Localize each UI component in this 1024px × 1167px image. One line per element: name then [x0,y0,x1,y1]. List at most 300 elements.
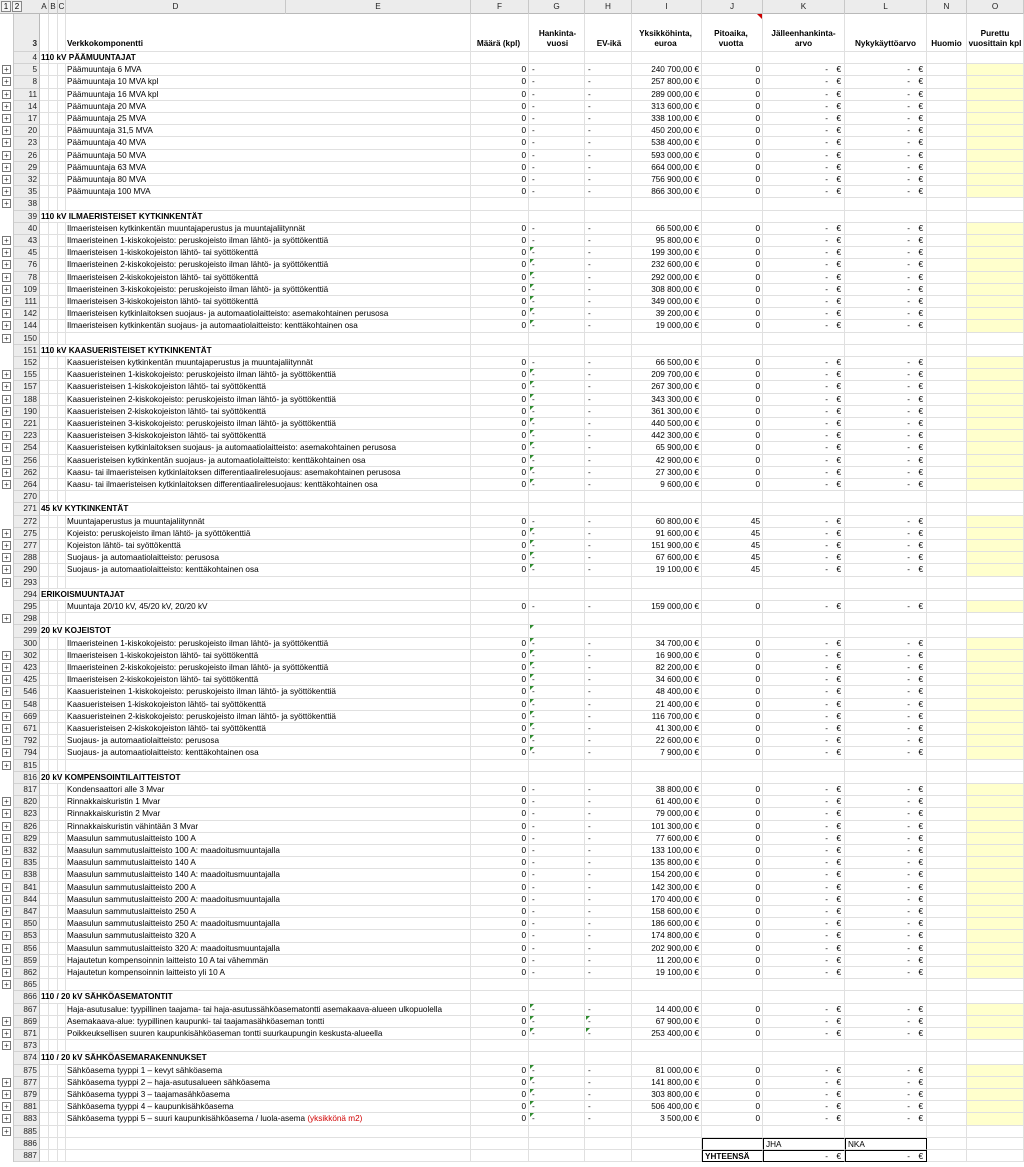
cell[interactable] [632,345,702,357]
cell[interactable] [967,979,1024,991]
acquisition-year-cell[interactable] [529,821,585,833]
cell[interactable] [58,381,66,393]
note-cell[interactable] [927,552,967,564]
cell[interactable] [967,1040,1024,1052]
cell[interactable] [286,369,471,381]
cell[interactable] [585,613,632,625]
expand-group-button[interactable]: + [2,114,11,123]
component-name-cell[interactable] [66,833,286,845]
cell[interactable] [66,1150,286,1162]
acquisition-year-cell[interactable] [529,955,585,967]
cell[interactable] [58,1077,66,1089]
service-life-cell[interactable]: 0 [702,64,763,76]
service-life-cell[interactable]: 0 [702,650,763,662]
cell[interactable] [927,345,967,357]
cell[interactable] [40,430,49,442]
service-life-cell[interactable]: 45 [702,552,763,564]
cell[interactable] [585,979,632,991]
note-cell[interactable] [927,1089,967,1101]
component-name-cell[interactable] [66,784,286,796]
row-number[interactable]: 887 [14,1150,40,1162]
cell[interactable] [40,869,49,881]
service-life-cell[interactable]: 0 [702,796,763,808]
cell[interactable] [585,991,632,1003]
cell[interactable] [585,1040,632,1052]
cell[interactable] [286,1028,471,1040]
removed-per-year-input[interactable] [967,296,1024,308]
replacement-value-cell[interactable] [763,430,845,442]
cell[interactable] [49,930,58,942]
cell[interactable] [529,491,585,503]
note-cell[interactable] [927,650,967,662]
unit-price-cell[interactable]: 253 400,00 € [632,1028,702,1040]
component-name-cell[interactable] [66,882,286,894]
cell[interactable] [471,991,529,1003]
replacement-value-cell[interactable] [763,686,845,698]
cell[interactable] [40,296,49,308]
cell[interactable] [40,308,49,320]
cell[interactable] [632,979,702,991]
quantity-cell[interactable]: 0 [471,320,529,332]
cell[interactable] [40,174,49,186]
component-name-cell[interactable] [66,869,286,881]
cell[interactable] [58,821,66,833]
row-number[interactable]: 264 [14,479,40,491]
note-cell[interactable] [927,686,967,698]
header-jalleenhankinta-arvo[interactable]: Jälleenhankinta-arvo [763,14,845,52]
cell[interactable] [702,1040,763,1052]
expand-group-button[interactable]: + [2,236,11,245]
removed-per-year-input[interactable] [967,150,1024,162]
service-life-cell[interactable]: 0 [702,247,763,259]
row-number[interactable]: 886 [14,1138,40,1150]
cell[interactable] [58,406,66,418]
unit-price-cell[interactable]: 240 700,00 € [632,64,702,76]
cell[interactable] [471,1052,529,1064]
quantity-cell[interactable]: 0 [471,308,529,320]
acquisition-year-cell[interactable] [529,369,585,381]
service-life-cell[interactable]: 0 [702,76,763,88]
component-name-cell[interactable] [66,1113,363,1125]
note-cell[interactable] [927,247,967,259]
cell[interactable] [49,1126,58,1138]
cell[interactable] [40,723,49,735]
unit-price-cell[interactable]: 21 400,00 € [632,699,702,711]
service-life-cell[interactable]: 0 [702,833,763,845]
cell[interactable] [632,1126,702,1138]
unit-price-cell[interactable]: 866 300,00 € [632,186,702,198]
unit-price-cell[interactable]: 11 200,00 € [632,955,702,967]
cell[interactable] [286,52,471,64]
service-life-cell[interactable]: 0 [702,674,763,686]
cell[interactable] [286,1040,471,1052]
replacement-value-cell[interactable] [763,125,845,137]
acquisition-year-cell[interactable] [529,711,585,723]
removed-per-year-input[interactable] [967,455,1024,467]
cell[interactable] [49,808,58,820]
component-name-cell[interactable] [66,540,286,552]
quantity-cell[interactable]: 0 [471,784,529,796]
cell[interactable] [40,491,49,503]
cell[interactable] [702,1126,763,1138]
cell[interactable] [845,52,927,64]
cell[interactable] [967,577,1024,589]
quantity-cell[interactable]: 0 [471,699,529,711]
cell[interactable] [49,638,58,650]
replacement-value-cell[interactable] [763,394,845,406]
unit-price-cell[interactable]: 232 600,00 € [632,259,702,271]
expand-group-button[interactable]: + [2,565,11,574]
row-number[interactable]: 43 [14,235,40,247]
note-cell[interactable] [927,540,967,552]
component-name-cell[interactable] [66,101,286,113]
removed-per-year-input[interactable] [967,1028,1024,1040]
cell[interactable] [58,552,66,564]
cell[interactable] [286,674,471,686]
removed-per-year-input[interactable] [967,796,1024,808]
cell[interactable] [40,930,49,942]
expand-group-button[interactable]: + [2,90,11,99]
note-cell[interactable] [927,406,967,418]
cell[interactable] [40,394,49,406]
component-name-cell[interactable] [66,418,336,430]
cell[interactable] [58,1126,66,1138]
replacement-value-cell[interactable] [763,296,845,308]
row-number[interactable]: 157 [14,381,40,393]
current-value-cell[interactable] [845,833,927,845]
cell[interactable] [49,967,58,979]
current-value-cell[interactable] [845,906,927,918]
cell[interactable] [40,906,49,918]
cell[interactable] [49,894,58,906]
component-name-cell[interactable] [66,284,329,296]
current-value-cell[interactable] [845,369,927,381]
cell[interactable] [529,577,585,589]
cell[interactable] [58,430,66,442]
replacement-value-cell[interactable] [763,735,845,747]
expand-group-button[interactable]: + [2,1041,11,1050]
cell[interactable] [40,552,49,564]
row-number[interactable]: 78 [14,272,40,284]
cell[interactable] [702,991,763,1003]
cell[interactable] [49,845,58,857]
removed-per-year-input[interactable] [967,418,1024,430]
acquisition-year-cell[interactable] [529,894,585,906]
note-cell[interactable] [927,1004,967,1016]
expand-group-button[interactable]: + [2,712,11,721]
current-value-cell[interactable] [845,357,927,369]
note-cell[interactable] [927,259,967,271]
note-cell[interactable] [927,894,967,906]
cell[interactable] [927,1126,967,1138]
unit-price-cell[interactable]: 27 300,00 € [632,467,702,479]
note-cell[interactable] [927,1113,967,1125]
row-number[interactable]: 817 [14,784,40,796]
cell[interactable] [286,1077,471,1089]
cell[interactable] [927,613,967,625]
cell[interactable] [471,1138,529,1150]
totals-label[interactable]: YHTEENSÄ [702,1150,763,1162]
acquisition-year-cell[interactable] [529,174,585,186]
cell[interactable] [40,601,49,613]
service-life-cell[interactable]: 0 [702,711,763,723]
ev-age-cell[interactable] [585,674,632,686]
row-number[interactable]: 835 [14,857,40,869]
cell[interactable] [40,894,49,906]
removed-per-year-input[interactable] [967,1089,1024,1101]
col-header-j[interactable]: J [702,0,763,14]
header-maara[interactable]: Määrä (kpl) [471,14,529,52]
cell[interactable] [40,833,49,845]
cell[interactable] [927,772,967,784]
cell[interactable] [58,833,66,845]
expand-group-button[interactable]: + [2,956,11,965]
cell[interactable] [49,76,58,88]
current-value-cell[interactable] [845,259,927,271]
removed-per-year-input[interactable] [967,808,1024,820]
acquisition-year-cell[interactable] [529,796,585,808]
expand-group-button[interactable]: + [2,431,11,440]
cell[interactable] [632,52,702,64]
component-name-cell[interactable] [66,247,286,259]
component-name-cell[interactable] [66,528,286,540]
note-cell[interactable] [927,89,967,101]
current-value-cell[interactable] [845,723,927,735]
removed-per-year-input[interactable] [967,76,1024,88]
acquisition-year-cell[interactable] [529,601,585,613]
removed-per-year-input[interactable] [967,735,1024,747]
expand-group-button[interactable]: + [2,407,11,416]
replacement-value-cell[interactable] [763,650,845,662]
note-cell[interactable] [927,174,967,186]
service-life-cell[interactable]: 0 [702,918,763,930]
component-name-cell[interactable] [66,369,336,381]
service-life-cell[interactable]: 0 [702,418,763,430]
cell[interactable] [286,528,471,540]
current-value-cell[interactable] [845,223,927,235]
service-life-cell[interactable]: 0 [702,467,763,479]
unit-price-cell[interactable]: 9 600,00 € [632,479,702,491]
outline-level-2-button[interactable]: 2 [12,1,22,12]
cell[interactable] [40,564,49,576]
col-header-i[interactable]: I [632,0,702,14]
quantity-cell[interactable]: 0 [471,723,529,735]
col-header-c[interactable]: C [58,0,66,14]
removed-per-year-input[interactable] [967,869,1024,881]
acquisition-year-cell[interactable] [529,650,585,662]
ev-age-cell[interactable] [585,113,632,125]
component-name-cell[interactable] [66,808,286,820]
quantity-cell[interactable]: 0 [471,467,529,479]
unit-price-cell[interactable]: 361 300,00 € [632,406,702,418]
cell[interactable] [632,1052,702,1064]
note-cell[interactable] [927,64,967,76]
cell[interactable] [49,882,58,894]
quantity-cell[interactable]: 0 [471,101,529,113]
cell[interactable] [58,1150,66,1162]
cell[interactable] [40,284,49,296]
cell[interactable] [286,686,471,698]
replacement-value-cell[interactable] [763,113,845,125]
cell[interactable] [632,991,702,1003]
expand-group-button[interactable]: + [2,578,11,587]
expand-group-button[interactable]: + [2,1017,11,1026]
ev-age-cell[interactable] [585,418,632,430]
expand-group-button[interactable]: + [2,456,11,465]
expand-group-button[interactable]: + [2,748,11,757]
ev-age-cell[interactable] [585,406,632,418]
ev-age-cell[interactable] [585,381,632,393]
unit-price-cell[interactable]: 202 900,00 € [632,943,702,955]
unit-price-cell[interactable]: 442 300,00 € [632,430,702,442]
note-cell[interactable] [927,808,967,820]
cell[interactable] [286,150,471,162]
expand-group-button[interactable]: + [2,968,11,977]
component-name-cell[interactable] [66,174,286,186]
cell[interactable] [927,333,967,345]
row-number[interactable]: 853 [14,930,40,942]
acquisition-year-cell[interactable] [529,186,585,198]
cell[interactable] [40,1004,49,1016]
replacement-value-cell[interactable] [763,150,845,162]
service-life-cell[interactable]: 45 [702,564,763,576]
unit-price-cell[interactable]: 141 800,00 € [632,1077,702,1089]
expand-group-button[interactable]: + [2,1114,11,1123]
unit-price-cell[interactable]: 186 600,00 € [632,918,702,930]
row-number[interactable]: 423 [14,662,40,674]
service-life-cell[interactable]: 45 [702,528,763,540]
expand-group-button[interactable]: + [2,846,11,855]
current-value-cell[interactable] [845,955,927,967]
removed-per-year-input[interactable] [967,467,1024,479]
cell[interactable] [58,979,66,991]
cell[interactable] [286,1065,471,1077]
current-value-cell[interactable] [845,162,927,174]
cell[interactable] [845,760,927,772]
service-life-cell[interactable]: 0 [702,101,763,113]
note-cell[interactable] [927,320,967,332]
quantity-cell[interactable]: 0 [471,1065,529,1077]
unit-price-cell[interactable]: 292 000,00 € [632,272,702,284]
row-number[interactable]: 850 [14,918,40,930]
replacement-value-cell[interactable] [763,882,845,894]
row-number[interactable]: 109 [14,284,40,296]
unit-price-cell[interactable]: 95 800,00 € [632,235,702,247]
service-life-cell[interactable]: 0 [702,162,763,174]
cell[interactable] [967,1150,1024,1162]
cell[interactable] [702,345,763,357]
quantity-cell[interactable]: 0 [471,918,529,930]
removed-per-year-input[interactable] [967,113,1024,125]
ev-age-cell[interactable] [585,723,632,735]
header-verkkokomponentti[interactable]: Verkkokomponentti [66,14,286,52]
expand-group-button[interactable]: + [2,675,11,684]
cell[interactable] [967,211,1024,223]
acquisition-year-cell[interactable] [529,943,585,955]
cell[interactable] [927,491,967,503]
component-name-cell[interactable] [66,552,286,564]
cell[interactable] [66,198,286,210]
replacement-value-cell[interactable] [763,247,845,259]
acquisition-year-cell[interactable] [529,64,585,76]
cell[interactable] [58,943,66,955]
removed-per-year-input[interactable] [967,259,1024,271]
note-cell[interactable] [927,296,967,308]
note-cell[interactable] [927,857,967,869]
component-name-cell[interactable] [66,516,286,528]
cell[interactable] [927,1052,967,1064]
service-life-cell[interactable]: 0 [702,137,763,149]
ev-age-cell[interactable] [585,552,632,564]
quantity-cell[interactable]: 0 [471,601,529,613]
quantity-cell[interactable]: 0 [471,638,529,650]
removed-per-year-input[interactable] [967,674,1024,686]
current-value-cell[interactable] [845,516,927,528]
cell[interactable] [286,491,471,503]
cell[interactable] [927,991,967,1003]
replacement-value-cell[interactable] [763,186,845,198]
service-life-cell[interactable]: 0 [702,381,763,393]
service-life-cell[interactable]: 0 [702,1077,763,1089]
cell[interactable] [471,1150,529,1162]
cell[interactable] [58,394,66,406]
cell[interactable] [58,272,66,284]
row-number[interactable]: 150 [14,333,40,345]
current-value-cell[interactable] [845,894,927,906]
cell[interactable] [58,259,66,271]
note-cell[interactable] [927,711,967,723]
current-value-cell[interactable] [845,150,927,162]
totals-nka-value[interactable] [845,1150,927,1162]
current-value-cell[interactable] [845,113,927,125]
acquisition-year-cell[interactable] [529,528,585,540]
current-value-cell[interactable] [845,735,927,747]
removed-per-year-input[interactable] [967,1065,1024,1077]
cell[interactable] [967,1138,1024,1150]
header-huomio[interactable]: Huomio [927,14,967,52]
row-number[interactable]: 272 [14,516,40,528]
cell[interactable] [40,223,49,235]
cell[interactable] [58,418,66,430]
cell[interactable] [58,491,66,503]
row-number[interactable]: 188 [14,394,40,406]
removed-per-year-input[interactable] [967,479,1024,491]
acquisition-year-cell[interactable] [529,1101,585,1113]
cell[interactable] [967,589,1024,601]
expand-group-button[interactable]: + [2,1078,11,1087]
cell[interactable] [40,967,49,979]
row-number[interactable]: 869 [14,1016,40,1028]
cell[interactable] [286,906,471,918]
unit-price-cell[interactable]: 199 300,00 € [632,247,702,259]
cell[interactable] [58,284,66,296]
service-life-cell[interactable]: 0 [702,455,763,467]
cell[interactable] [40,662,49,674]
cell[interactable] [40,455,49,467]
cell[interactable] [58,967,66,979]
ev-age-cell[interactable] [585,1089,632,1101]
acquisition-year-cell[interactable] [529,686,585,698]
cell[interactable] [529,613,585,625]
cell[interactable] [286,1052,471,1064]
quantity-cell[interactable]: 0 [471,662,529,674]
row-number[interactable]: 271 [14,503,40,515]
cell[interactable] [49,1028,58,1040]
cell[interactable] [49,162,58,174]
cell[interactable] [40,613,49,625]
current-value-cell[interactable] [845,64,927,76]
quantity-cell[interactable]: 0 [471,1101,529,1113]
